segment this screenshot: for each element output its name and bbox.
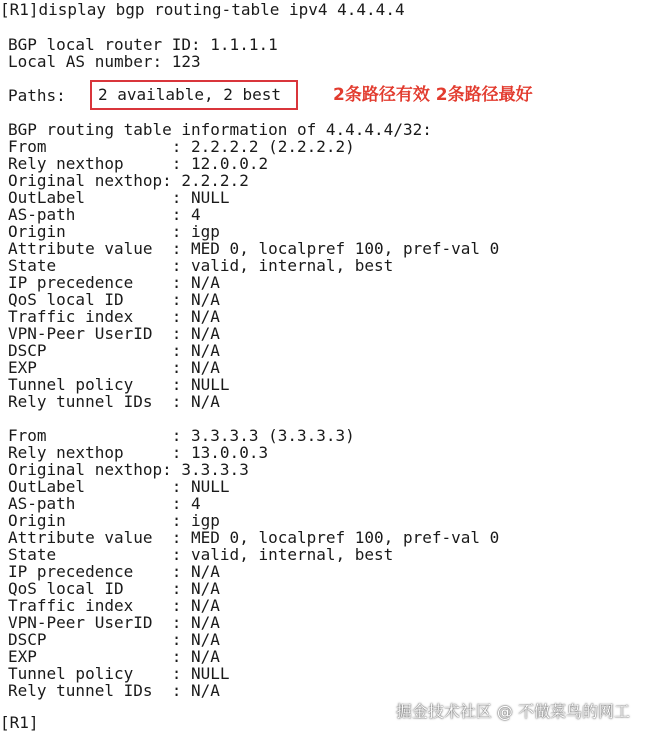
local-as-line: Local AS number: 123 — [8, 52, 201, 71]
route-1-line: Attribute value : MED 0, localpref 100, pref-val 0 — [8, 239, 500, 258]
route-2-line: VPN-Peer UserID : N/A — [8, 613, 220, 632]
route-2-line: Rely tunnel IDs : N/A — [8, 681, 220, 700]
router-id-line: BGP local router ID: 1.1.1.1 — [8, 35, 278, 54]
route-1-line: IP precedence : N/A — [8, 273, 220, 292]
route-1-line: DSCP : N/A — [8, 341, 220, 360]
route-2-line: OutLabel : NULL — [8, 477, 230, 496]
route-1-line: From : 2.2.2.2 (2.2.2.2) — [8, 137, 355, 156]
paths-label: Paths: — [8, 86, 66, 105]
route-2-line: Attribute value : MED 0, localpref 100, pref-val 0 — [8, 528, 500, 547]
terminal-prompt[interactable]: [R1] — [0, 713, 39, 732]
command-line: [R1]display bgp routing-table ipv4 4.4.4.4 — [0, 0, 405, 19]
route-1-line: EXP : N/A — [8, 358, 220, 377]
route-1-line: Tunnel policy : NULL — [8, 375, 230, 394]
route-1-line: Origin : igp — [8, 222, 220, 241]
route-1-line: AS-path : 4 — [8, 205, 201, 224]
route-2-line: AS-path : 4 — [8, 494, 201, 513]
watermark: 掘金技术社区 @ 不做菜鸟的网工 — [395, 702, 630, 721]
route-2-line: DSCP : N/A — [8, 630, 220, 649]
route-2-line: QoS local ID : N/A — [8, 579, 220, 598]
route-2-line: Rely nexthop : 13.0.0.3 — [8, 443, 269, 462]
paths-value: 2 available, 2 best — [98, 85, 282, 104]
route-1-line: VPN-Peer UserID : N/A — [8, 324, 220, 343]
paths-annotation: 2条路径有效 2条路径最好 — [333, 85, 533, 105]
route-1-line: OutLabel : NULL — [8, 188, 230, 207]
route-1-line: Rely tunnel IDs : N/A — [8, 392, 220, 411]
table-title: BGP routing table information of 4.4.4.4/32: — [8, 120, 432, 139]
route-2-line: EXP : N/A — [8, 647, 220, 666]
route-2-line: From : 3.3.3.3 (3.3.3.3) — [8, 426, 355, 445]
route-2-line: State : valid, internal, best — [8, 545, 394, 564]
route-2-line: Original nexthop: 3.3.3.3 — [8, 460, 249, 479]
route-2-line: Traffic index : N/A — [8, 596, 220, 615]
route-1-line: State : valid, internal, best — [8, 256, 394, 275]
route-1-line: QoS local ID : N/A — [8, 290, 220, 309]
route-2-line: Origin : igp — [8, 511, 220, 530]
route-1-line: Original nexthop: 2.2.2.2 — [8, 171, 249, 190]
route-1-line: Traffic index : N/A — [8, 307, 220, 326]
route-1-line: Rely nexthop : 12.0.0.2 — [8, 154, 269, 173]
route-2-line: Tunnel policy : NULL — [8, 664, 230, 683]
route-2-line: IP precedence : N/A — [8, 562, 220, 581]
